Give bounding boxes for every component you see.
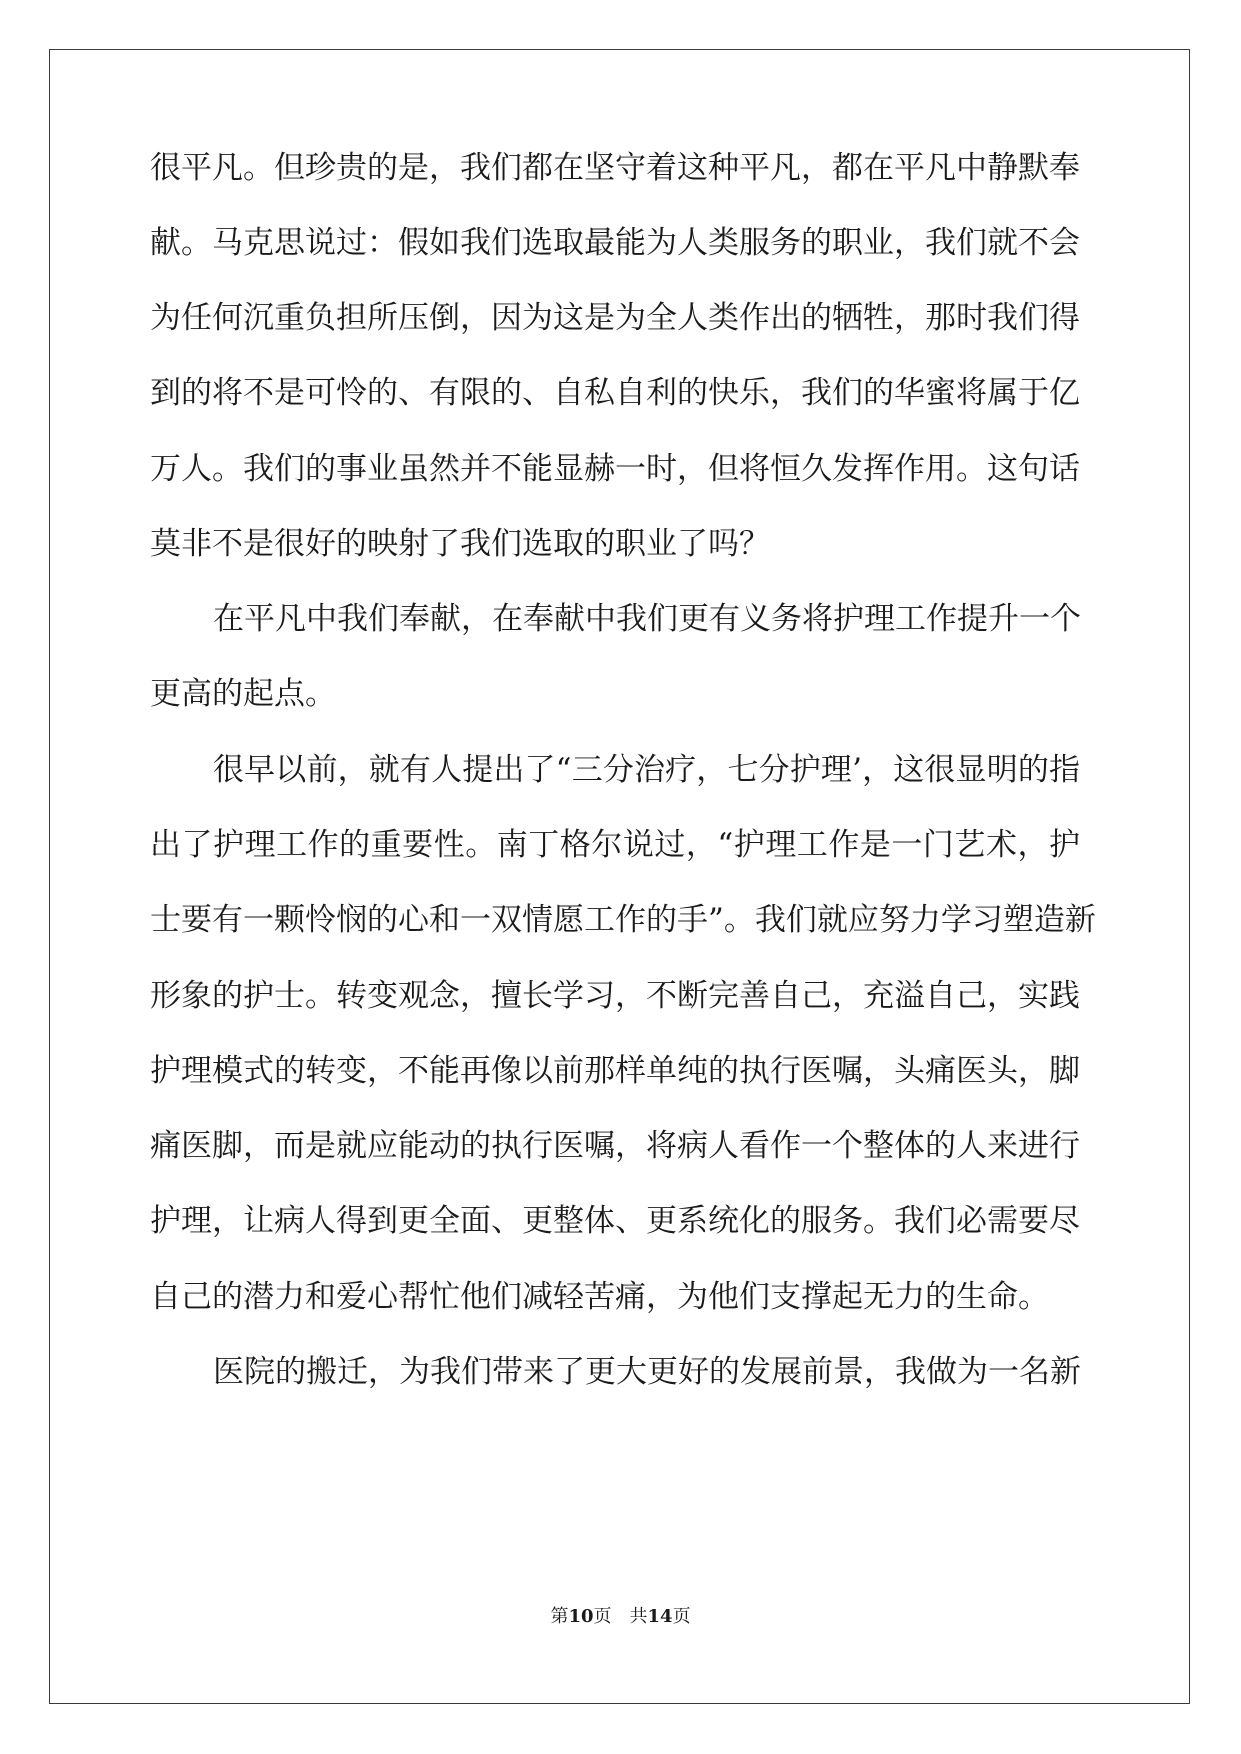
body-text-line: 护理，让病人得到更全面、更整体、更系统化的服务。我们必需要尽: [150, 1203, 1080, 1239]
body-text-line: 医院的搬迁，为我们带来了更大更好的发展前景，我做为一名新: [213, 1354, 1081, 1390]
body-text-line: 为任何沉重负担所压倒，因为这是为全人类作出的牺牲，那时我们得: [150, 300, 1080, 336]
body-text-line: 很平凡。但珍贵的是，我们都在坚守着这种平凡，都在平凡中静默奉: [150, 150, 1080, 186]
body-text-line: 痛医脚，而是就应能动的执行医嘱，将病人看作一个整体的人来进行: [150, 1128, 1080, 1164]
body-text-line: 出了护理工作的重要性。南丁格尔说过，“护理工作是一门艺术，护: [150, 827, 1080, 863]
footer-prefix: 第: [550, 1606, 569, 1627]
body-text-line: 士要有一颗怜悯的心和一双情愿工作的手”。我们就应努力学习塑造新: [150, 902, 1096, 938]
page-footer: [0, 1602, 1241, 1628]
footer-middle: 页 共: [593, 1606, 648, 1627]
body-text-line: 到的将不是可怜的、有限的、自私自利的快乐，我们的华蜜将属于亿: [150, 375, 1080, 411]
body-text-line: 护理模式的转变，不能再像以前那样单纯的执行医嘱，头痛医头，脚: [150, 1053, 1080, 1089]
body-text-line: 献。马克思说过：假如我们选取最能为人类服务的职业，我们就不会: [150, 225, 1080, 261]
total-page-number: 14: [647, 1606, 673, 1627]
current-page-number: 10: [568, 1606, 594, 1627]
footer-suffix: 页: [672, 1606, 691, 1627]
body-text-line: 自己的潜力和爱心帮忙他们减轻苦痛，为他们支撑起无力的生命。: [150, 1279, 1049, 1315]
body-text-line: 更高的起点。: [150, 676, 336, 712]
body-text-line: 万人。我们的事业虽然并不能显赫一时，但将恒久发挥作用。这句话: [150, 451, 1080, 487]
body-text-line: 在平凡中我们奉献，在奉献中我们更有义务将护理工作提升一个: [213, 601, 1081, 637]
body-text-line: 很早以前，就有人提出了“三分治疗，七分护理’，这很显明的指: [213, 752, 1080, 788]
body-text-line: 形象的护士。转变观念，擅长学习，不断完善自己，充溢自己，实践: [150, 978, 1080, 1014]
body-text-line: 莫非不是很好的映射了我们选取的职业了吗？: [150, 526, 770, 562]
